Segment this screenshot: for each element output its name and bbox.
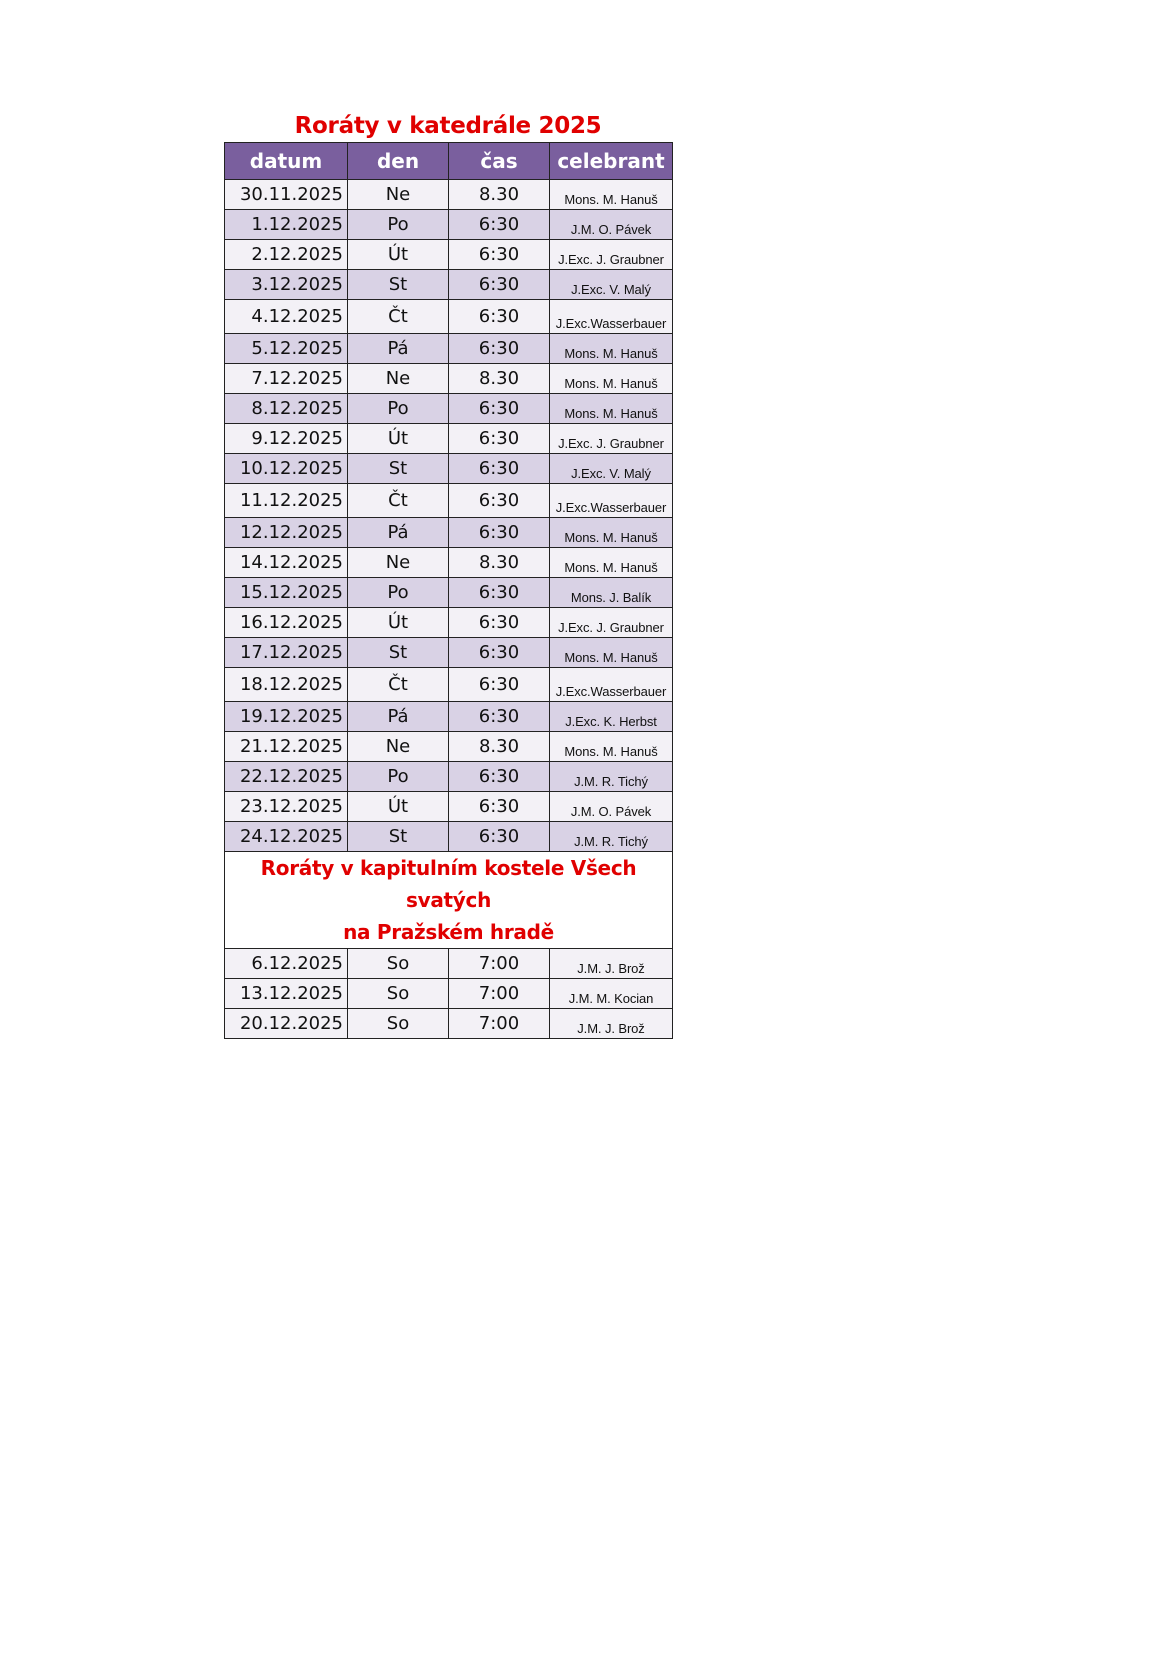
day-cell: Út (348, 424, 449, 454)
day-cell: Út (348, 608, 449, 638)
date-cell: 9.12.2025 (225, 424, 348, 454)
table-row (225, 240, 673, 270)
day-cell: Ne (348, 548, 449, 578)
table-row (225, 548, 673, 578)
table-row (225, 762, 673, 792)
celebrant-cell: J.M. J. Brož (550, 949, 673, 979)
date-cell: 20.12.2025 (225, 1009, 348, 1039)
celebrant-cell: J.Exc.Wasserbauer (550, 668, 673, 702)
time-cell: 6:30 (449, 484, 550, 518)
date-cell: 2.12.2025 (225, 240, 348, 270)
time-cell: 7:00 (449, 979, 550, 1009)
table-row (225, 484, 673, 518)
date-cell: 23.12.2025 (225, 792, 348, 822)
day-cell: Pá (348, 702, 449, 732)
header-datum: datum (225, 143, 348, 180)
date-cell: 14.12.2025 (225, 548, 348, 578)
table-row (225, 518, 673, 548)
date-cell: 19.12.2025 (225, 702, 348, 732)
header-cas: čas (449, 143, 550, 180)
date-cell: 6.12.2025 (225, 949, 348, 979)
celebrant-cell: J.M. O. Pávek (550, 792, 673, 822)
table-row (225, 608, 673, 638)
date-cell: 30.11.2025 (225, 180, 348, 210)
table-row (225, 334, 673, 364)
celebrant-cell: J.Exc. J. Graubner (550, 424, 673, 454)
header-celebrant: celebrant (550, 143, 673, 180)
table-row (225, 792, 673, 822)
table-row (225, 1009, 673, 1039)
date-cell: 24.12.2025 (225, 822, 348, 852)
celebrant-cell: J.M. M. Kocian (550, 979, 673, 1009)
day-cell: Čt (348, 484, 449, 518)
date-cell: 18.12.2025 (225, 668, 348, 702)
time-cell: 8.30 (449, 548, 550, 578)
celebrant-cell: J.M. R. Tichý (550, 762, 673, 792)
celebrant-cell: Mons. M. Hanuš (550, 364, 673, 394)
schedule-table (224, 142, 673, 1039)
section-title-row (225, 852, 673, 949)
celebrant-cell: J.M. J. Brož (550, 1009, 673, 1039)
date-cell: 8.12.2025 (225, 394, 348, 424)
date-cell: 21.12.2025 (225, 732, 348, 762)
time-cell: 6:30 (449, 394, 550, 424)
day-cell: St (348, 270, 449, 300)
celebrant-cell: Mons. M. Hanuš (550, 732, 673, 762)
day-cell: Čt (348, 668, 449, 702)
time-cell: 6:30 (449, 424, 550, 454)
date-cell: 17.12.2025 (225, 638, 348, 668)
schedule-sheet (224, 110, 672, 1039)
day-cell: Ne (348, 180, 449, 210)
date-cell: 3.12.2025 (225, 270, 348, 300)
table-row (225, 300, 673, 334)
date-cell: 22.12.2025 (225, 762, 348, 792)
time-cell: 6:30 (449, 608, 550, 638)
celebrant-cell: J.Exc. V. Malý (550, 270, 673, 300)
table-row (225, 638, 673, 668)
date-cell: 11.12.2025 (225, 484, 348, 518)
section-title-line1: Roráty v kapitulním kostele Všech svatých (260, 856, 637, 912)
celebrant-cell: Mons. M. Hanuš (550, 394, 673, 424)
time-cell: 7:00 (449, 949, 550, 979)
day-cell: Út (348, 240, 449, 270)
day-cell: Pá (348, 518, 449, 548)
time-cell: 6:30 (449, 822, 550, 852)
date-cell: 4.12.2025 (225, 300, 348, 334)
time-cell: 6:30 (449, 210, 550, 240)
time-cell: 6:30 (449, 518, 550, 548)
day-cell: Ne (348, 364, 449, 394)
time-cell: 6:30 (449, 300, 550, 334)
castle-rows (225, 949, 673, 1039)
time-cell: 6:30 (449, 334, 550, 364)
day-cell: Po (348, 578, 449, 608)
time-cell: 8.30 (449, 364, 550, 394)
day-cell: Ne (348, 732, 449, 762)
table-row (225, 424, 673, 454)
day-cell: Út (348, 792, 449, 822)
time-cell: 6:30 (449, 578, 550, 608)
time-cell: 6:30 (449, 762, 550, 792)
celebrant-cell: Mons. J. Balík (550, 578, 673, 608)
section-title-cell (225, 852, 673, 949)
celebrant-cell: J.M. O. Pávek (550, 210, 673, 240)
table-row (225, 394, 673, 424)
day-cell: Čt (348, 300, 449, 334)
day-cell: So (348, 949, 449, 979)
celebrant-cell: J.Exc. J. Graubner (550, 240, 673, 270)
day-cell: St (348, 822, 449, 852)
date-cell: 5.12.2025 (225, 334, 348, 364)
table-row (225, 270, 673, 300)
day-cell: Po (348, 394, 449, 424)
table-row (225, 180, 673, 210)
day-cell: So (348, 979, 449, 1009)
time-cell: 6:30 (449, 638, 550, 668)
header-den: den (348, 143, 449, 180)
table-row (225, 454, 673, 484)
celebrant-cell: Mons. M. Hanuš (550, 518, 673, 548)
date-cell: 12.12.2025 (225, 518, 348, 548)
time-cell: 8.30 (449, 180, 550, 210)
cathedral-rows (225, 180, 673, 852)
table-row (225, 949, 673, 979)
celebrant-cell: J.Exc. J. Graubner (550, 608, 673, 638)
day-cell: Po (348, 210, 449, 240)
time-cell: 7:00 (449, 1009, 550, 1039)
celebrant-cell: Mons. M. Hanuš (550, 334, 673, 364)
time-cell: 6:30 (449, 792, 550, 822)
page-title: Roráty v katedrále 2025 (294, 113, 602, 139)
time-cell: 6:30 (449, 668, 550, 702)
table-row (225, 364, 673, 394)
date-cell: 13.12.2025 (225, 979, 348, 1009)
time-cell: 8.30 (449, 732, 550, 762)
time-cell: 6:30 (449, 702, 550, 732)
time-cell: 6:30 (449, 454, 550, 484)
celebrant-cell: Mons. M. Hanuš (550, 638, 673, 668)
date-cell: 7.12.2025 (225, 364, 348, 394)
day-cell: St (348, 454, 449, 484)
section-title-line2: na Pražském hradě (343, 920, 554, 944)
table-row (225, 702, 673, 732)
celebrant-cell: J.Exc. V. Malý (550, 454, 673, 484)
celebrant-cell: J.Exc.Wasserbauer (550, 300, 673, 334)
celebrant-cell: Mons. M. Hanuš (550, 548, 673, 578)
celebrant-cell: J.Exc.Wasserbauer (550, 484, 673, 518)
celebrant-cell: J.M. R. Tichý (550, 822, 673, 852)
date-cell: 10.12.2025 (225, 454, 348, 484)
date-cell: 16.12.2025 (225, 608, 348, 638)
header-row (225, 143, 673, 180)
date-cell: 15.12.2025 (225, 578, 348, 608)
table-row (225, 732, 673, 762)
time-cell: 6:30 (449, 270, 550, 300)
table-row (225, 578, 673, 608)
table-row (225, 668, 673, 702)
day-cell: Pá (348, 334, 449, 364)
table-row (225, 210, 673, 240)
celebrant-cell: Mons. M. Hanuš (550, 180, 673, 210)
day-cell: Po (348, 762, 449, 792)
time-cell: 6:30 (449, 240, 550, 270)
date-cell: 1.12.2025 (225, 210, 348, 240)
table-row (225, 822, 673, 852)
celebrant-cell: J.Exc. K. Herbst (550, 702, 673, 732)
castle-section-heading (225, 852, 673, 949)
day-cell: So (348, 1009, 449, 1039)
table-row (225, 979, 673, 1009)
day-cell: St (348, 638, 449, 668)
